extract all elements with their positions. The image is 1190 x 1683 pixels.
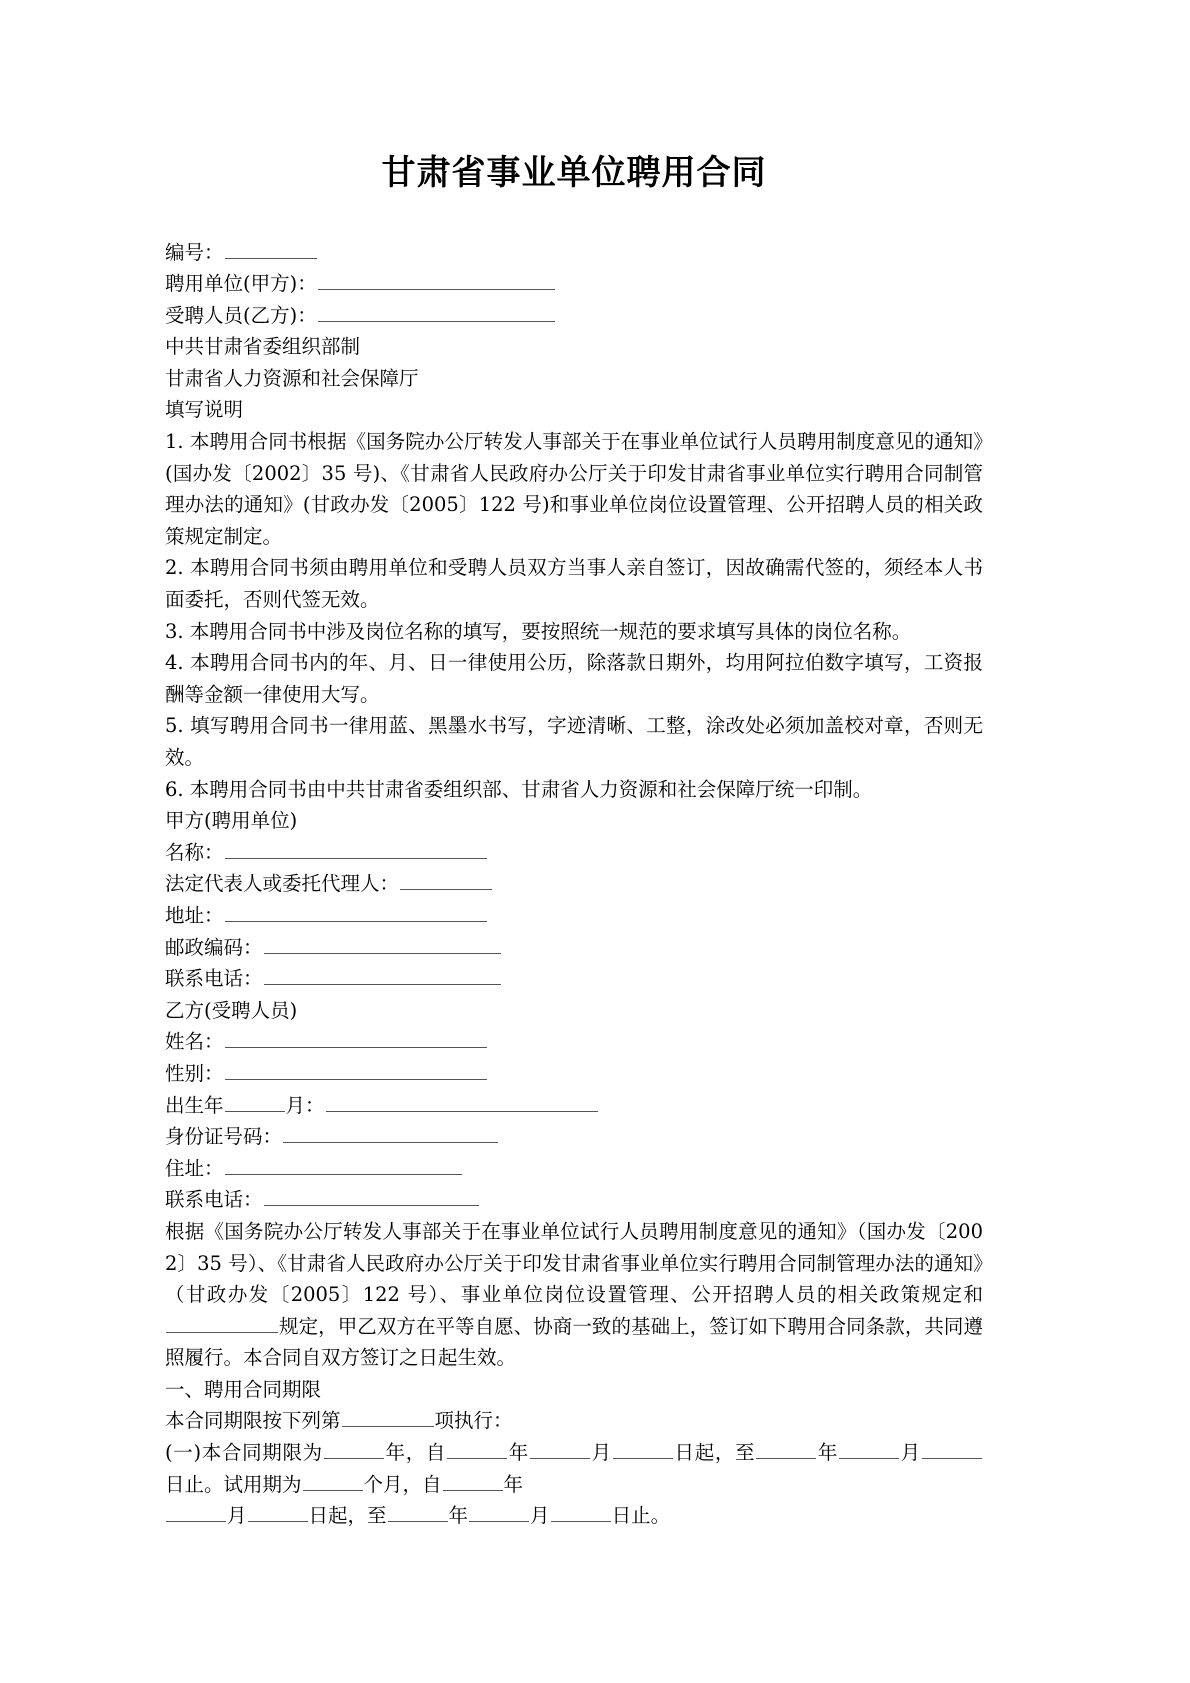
fill-blank[interactable] xyxy=(756,1438,816,1459)
fill-blank[interactable] xyxy=(248,1501,308,1522)
issuer-organization-department: 中共甘肃省委组织部制 xyxy=(165,335,361,359)
fill-blank[interactable] xyxy=(400,870,492,891)
instruction-item-6: 6. 本聘用合同书由中共甘肃省委组织部、甘肃省人力资源和社会保障厅统一印制。 xyxy=(165,777,873,801)
fill-blank[interactable] xyxy=(283,1122,498,1143)
clause-text: 年 xyxy=(817,1441,839,1465)
fill-blank[interactable] xyxy=(469,1501,529,1522)
clause-text: 日止。 xyxy=(611,1504,671,1528)
fill-blank[interactable] xyxy=(225,1059,487,1080)
fill-blank[interactable] xyxy=(225,838,487,859)
document-content xyxy=(165,0,983,1532)
field-employer-party-a xyxy=(165,268,983,300)
fill-blank[interactable] xyxy=(551,1501,611,1522)
clause-text: 年 xyxy=(448,1504,469,1528)
fill-blank[interactable] xyxy=(225,238,317,259)
field-party-b-name xyxy=(165,1026,983,1058)
fill-blank[interactable] xyxy=(318,301,555,322)
instruction-item-5: 5. 填写聘用合同书一律用蓝、黑墨水书写，字迹清晰、工整，涂改处必须加盖校对章，否则无效。 xyxy=(165,714,983,769)
fill-blank[interactable] xyxy=(388,1501,448,1522)
field-label: 住址： xyxy=(165,1156,224,1180)
clause-text: 日起，至 xyxy=(308,1504,387,1528)
field-label: 名称： xyxy=(165,840,224,864)
clause-text: 月 xyxy=(530,1504,550,1528)
fill-blank[interactable] xyxy=(264,1185,479,1206)
fill-blank[interactable] xyxy=(225,1027,487,1048)
clause-text: 月 xyxy=(590,1441,612,1465)
field-label: 聘用单位(甲方)： xyxy=(165,272,317,296)
fill-blank[interactable] xyxy=(264,933,501,954)
field-party-b-phone xyxy=(165,1184,983,1216)
section-one-intro xyxy=(165,1405,983,1437)
field-party-a-address xyxy=(165,900,983,932)
party-a-heading: 甲方(聘用单位) xyxy=(165,809,298,833)
page-title: 甘肃省事业单位聘用合同 xyxy=(381,153,767,193)
field-label-prefix: 出生年 xyxy=(165,1093,224,1117)
party-b-heading: 乙方(受聘人员) xyxy=(165,998,298,1022)
field-label: 联系电话： xyxy=(165,967,263,991)
clause-text: 月 xyxy=(227,1504,247,1528)
instructions-heading: 填写说明 xyxy=(165,398,244,422)
field-serial-number xyxy=(165,237,983,269)
instruction-item-4: 4. 本聘用合同书内的年、月、日一律使用公历，除落款日期外，均用阿拉伯数字填写，工资报酬等金额一律使用大写。 xyxy=(165,651,983,706)
clause-text: 年，自 xyxy=(384,1441,447,1465)
fill-blank[interactable] xyxy=(318,269,555,290)
clause-text: (一)本合同期限为 xyxy=(165,1441,323,1465)
field-label: 法定代表人或委托代理人： xyxy=(165,872,400,896)
field-label: 受聘人员(乙方)： xyxy=(165,303,317,327)
preamble-paragraph xyxy=(165,1216,983,1374)
field-party-b-birth-date xyxy=(165,1090,983,1122)
section-one-item-one xyxy=(165,1437,983,1532)
field-party-b-address xyxy=(165,1153,983,1185)
fill-blank[interactable] xyxy=(225,901,487,922)
instruction-item-3: 3. 本聘用合同书中涉及岗位名称的填写，要按照统一规范的要求填写具体的岗位名称。 xyxy=(165,619,912,643)
field-party-a-name xyxy=(165,837,983,869)
field-label: 地址： xyxy=(165,903,224,927)
fill-blank[interactable] xyxy=(225,1154,462,1175)
clause-text: 日起，至 xyxy=(673,1441,756,1465)
field-party-a-legal-representative xyxy=(165,868,983,900)
fill-blank[interactable] xyxy=(324,1438,384,1459)
field-party-a-postal-code xyxy=(165,932,983,964)
fill-blank[interactable] xyxy=(613,1438,673,1459)
fill-blank[interactable] xyxy=(326,1091,598,1112)
field-label: 性别： xyxy=(165,1061,224,1085)
field-party-b-gender xyxy=(165,1058,983,1090)
fill-blank[interactable] xyxy=(342,1407,434,1428)
field-label-middle: 月： xyxy=(285,1093,325,1117)
fill-blank[interactable] xyxy=(447,1438,507,1459)
fill-blank[interactable] xyxy=(443,1470,503,1491)
issuer-human-resources-bureau: 甘肃省人力资源和社会保障厅 xyxy=(165,366,419,390)
field-label: 身份证号码： xyxy=(165,1125,283,1149)
intro-text-before: 本合同期限按下列第 xyxy=(165,1409,341,1433)
field-party-b-id-number xyxy=(165,1121,983,1153)
fill-blank[interactable] xyxy=(303,1470,363,1491)
preamble-text-part-1: 根据《国务院办公厅转发人事部关于在事业单位试行人员聘用制度意见的通知》（国办发〔2002〕35 号）、《甘肃省人民政府办公厅关于印发甘肃省事业单位实行聘用合同制管理办法的通知》（甘政办发〔2005〕122 号）、事业单位岗位设置管理、公开招聘人员的相关政策规定和 xyxy=(165,1219,983,1307)
clause-text: 年 xyxy=(508,1441,529,1465)
field-label: 邮政编码： xyxy=(165,935,263,959)
fill-blank[interactable] xyxy=(225,1091,285,1112)
fill-blank[interactable] xyxy=(166,1312,278,1333)
clause-text: 个月，自 xyxy=(363,1472,442,1496)
intro-text-after: 项执行： xyxy=(434,1409,513,1433)
fill-blank[interactable] xyxy=(530,1438,590,1459)
field-label: 编号： xyxy=(165,240,224,264)
clause-text: 日止。试用期为 xyxy=(165,1472,302,1496)
clause-text: 年 xyxy=(503,1472,524,1496)
clause-text: 月 xyxy=(900,1441,921,1465)
instruction-item-2: 2. 本聘用合同书须由聘用单位和受聘人员双方当事人亲自签订，因故确需代签的，须经本人书面委托，否则代签无效。 xyxy=(165,556,983,612)
fill-blank[interactable] xyxy=(166,1501,226,1522)
preamble-text-part-2: 规定，甲乙双方在平等自愿、协商一致的基础上，签订如下聘用合同条款，共同遵照履行。本合同自双方签订之日起生效。 xyxy=(165,1314,983,1370)
fill-blank[interactable] xyxy=(922,1438,982,1459)
section-one-heading: 一、聘用合同期限 xyxy=(165,1377,322,1401)
document-body xyxy=(165,237,983,1532)
field-label: 姓名： xyxy=(165,1030,224,1054)
field-label: 联系电话： xyxy=(165,1188,263,1212)
fill-blank[interactable] xyxy=(839,1438,899,1459)
instruction-item-1: 1. 本聘用合同书根据《国务院办公厅转发人事部关于在事业单位试行人员聘用制度意见的通知》(国办发〔2002〕35 号)、《甘肃省人民政府办公厅关于印发甘肃省事业单位实行聘用合同制管理办法的通知》(甘政办发〔2005〕122 号)和事业单位岗位设置管理、公开招聘人员的相关政策规定制定。 xyxy=(165,430,983,548)
fill-blank[interactable] xyxy=(264,964,501,985)
field-party-a-phone xyxy=(165,963,983,995)
field-employee-party-b xyxy=(165,300,983,332)
